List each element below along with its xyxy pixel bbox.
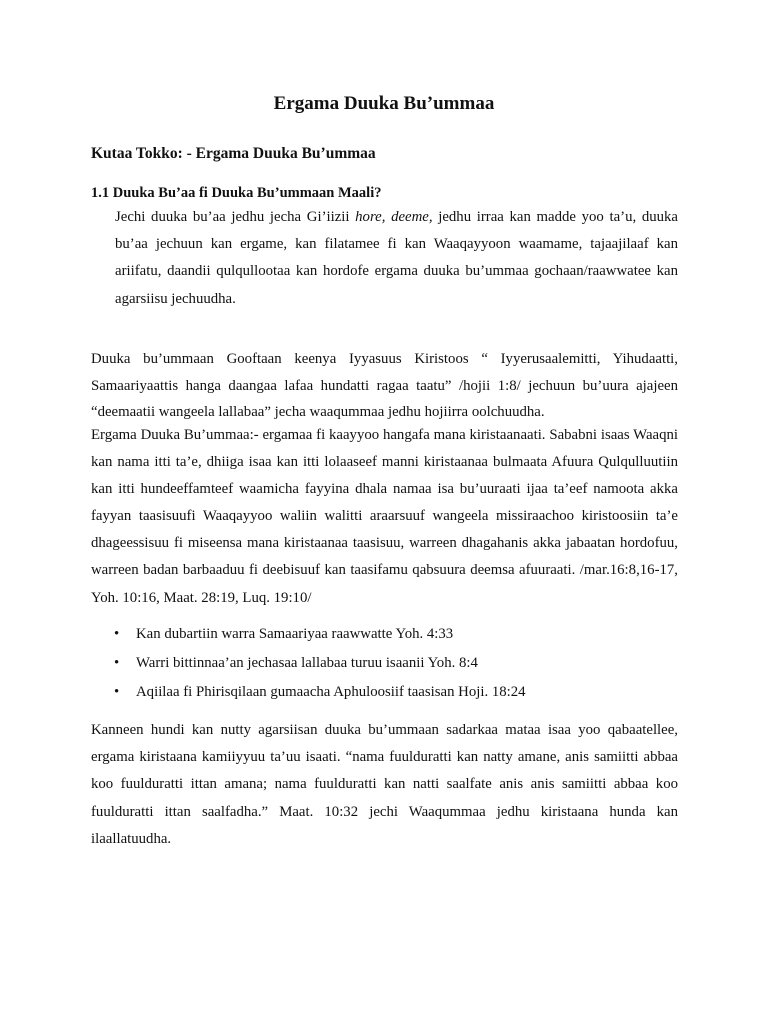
document-title: Ergama Duuka Bu’ummaa	[273, 93, 495, 114]
list-item	[91, 679, 678, 708]
list-item-text: Aqiilaa fi Phirisqilaan gumaacha Aphuloosiif taasisan Hoji. 18:24	[136, 684, 526, 700]
paragraph-conclusion: Kanneen hundi kan nutty agarsiisan duuka bu’ummaan sadarkaa mataa isaa yoo qabaatellee, ergama kiristaana kamiiyyuu ta’uu isaati. “nama fuulduratti kan natty amane, anis samiitti abbaa koo fuulduratti ittan amana; nama fuulduratti kan natti saalfate anis anis samiitti abbaa koo fuulduratti ittan saalfadha.” Maat. 10:32 jechi Waaqummaa jedhu kiristaana hunda kan ilaallatuudha.	[91, 722, 678, 847]
list-item	[91, 621, 678, 650]
paragraph-mission: Ergama Duuka Bu’ummaa:- ergamaa fi kaayyoo hangafa mana kiristaanaati. Sababni isaas Waaqni kan nama itti ta’e, dhiiga isaa kan itti lolaaseef manni kiristaanaa bulmaata Afuura Qulqulluutiin kan itti hundeeffamteef waamicha fayyina dhala namaa isa bu’uuraati ijaa ta’eef namoota akka fayyan taasisuufi Waaqayyoo waliin walitti araarsuuf wangeela missiraachoo kiristoosiin ta’e dhageessisuu fi miseensa mana kiristaanaa taasisuu, warreen dhagahanis akka jabaatan hordofuu, warreen badan barbaaduu fi deebisuuf kan taasifamu qabsuura deemsa afuuraati. /mar.16:8,16-17, Yoh. 10:16, Maat. 28:19, Luq. 19:10/	[91, 427, 678, 606]
paragraph-definition-text-start: Jechi duuka bu’aa jedhu jecha Gi’iizii	[115, 209, 356, 225]
bullet-icon: •	[114, 655, 120, 671]
bullet-icon: •	[114, 626, 120, 642]
bullet-list	[91, 621, 678, 708]
list-item-text: Kan dubartiin warra Samaariyaa raawwatte Yoh. 4:33	[136, 626, 454, 642]
paragraph-definition-text-end: jedhu irraa kan madde yoo ta’u, duuka bu’aa jechuun kan ergame, kan filatamee fi kan Waaqayyoon waamame, tajaajilaaf kan ariifatu, daandii qulqullootaa kan hordofe ergama duuka bu’ummaa gochaan/raawwatee kan agarsiisu jechuudha.	[115, 209, 678, 307]
chapter-heading: Kutaa Tokko: - Ergama Duuka Bu’ummaa	[91, 145, 376, 162]
paragraph-discipleship: Duuka bu’ummaan Gooftaan keenya Iyyasuus Kiristoos “ Iyyerusaalemitti, Yihudaatti, Samaariyaattis hanga daangaa lafaa hundatti ragaa taatu” /hojii 1:8/ jechuun bu’uura ajajeen “deemaatii wangeela lallabaa” jecha waaqummaa jedhu hojiirra oolchuudha.	[91, 351, 678, 420]
section-heading: 1.1 Duuka Bu’aa fi Duuka Bu’ummaan Maali?	[91, 185, 382, 201]
bullet-icon: •	[114, 684, 120, 700]
paragraph-definition-italic: hore, deeme,	[355, 209, 433, 225]
list-item-text: Warri bittinnaa’an jechasaa lallabaa turuu isaanii Yoh. 8:4	[136, 655, 478, 671]
list-item	[91, 650, 678, 679]
paragraph-definition	[115, 204, 678, 313]
